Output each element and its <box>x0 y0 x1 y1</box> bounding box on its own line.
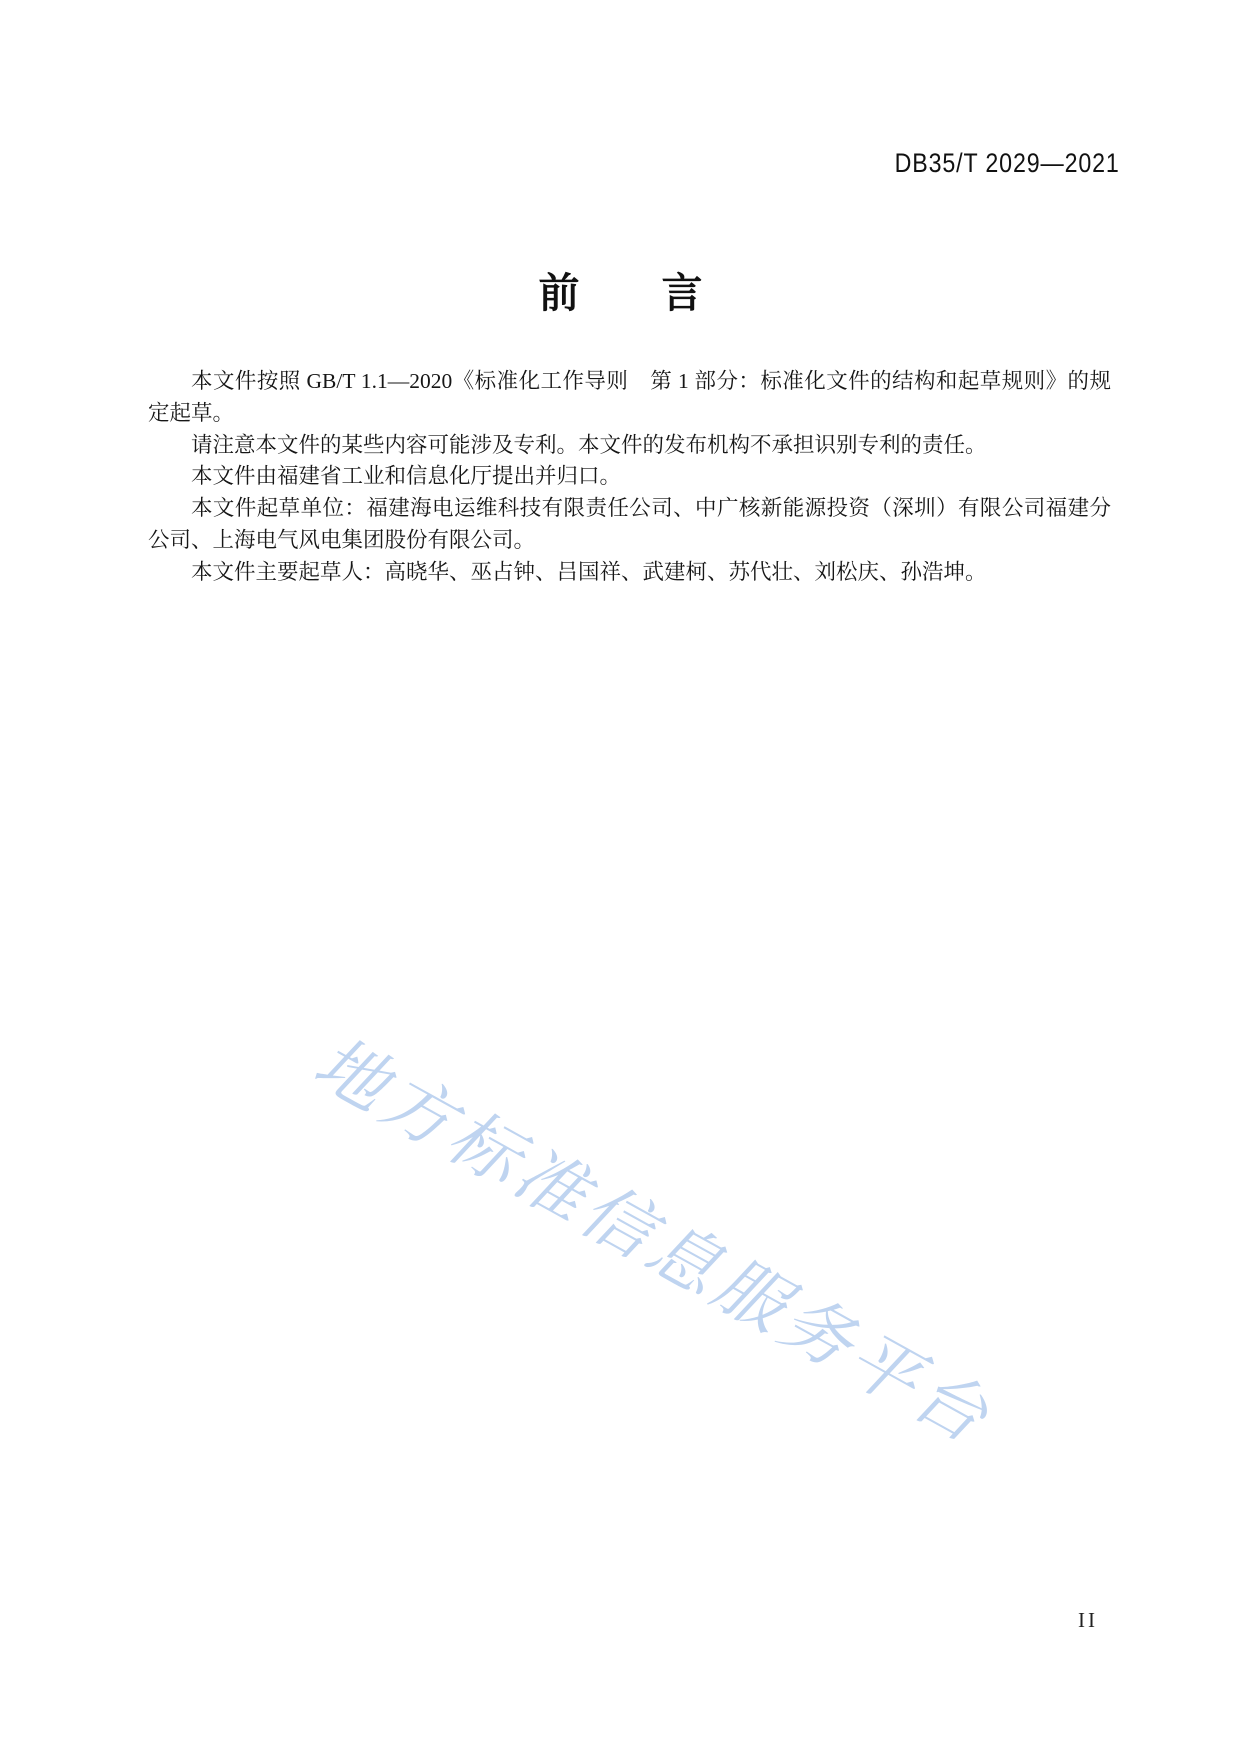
watermark-text: 地方标准信息服务平台 <box>301 1020 1006 1461</box>
page-title: 前 言 <box>538 270 703 316</box>
paragraph-drafting-organizations: 本文件起草单位：福建海电运维科技有限责任公司、中广核新能源投资（深圳）有限公司福建分公司、上海电气风电集团股份有限公司。 <box>148 496 1111 552</box>
paragraph-patent-notice: 请注意本文件的某些内容可能涉及专利。本文件的发布机构不承担识别专利的责任。 <box>191 432 987 457</box>
standard-number: DB35/T 2029—2021 <box>894 148 1120 178</box>
foreword-body <box>148 366 1111 589</box>
paragraph-drafting-basis: 本文件按照 GB/T 1.1—2020《标准化工作导则 第 1 部分：标准化文件的结构和起草规则》的规定起草。 <box>148 369 1111 425</box>
page-number: II <box>1078 1608 1098 1632</box>
paragraph-main-drafters: 本文件主要起草人：高晓华、巫占钟、吕国祥、武建柯、苏代壮、刘松庆、孙浩坤。 <box>191 559 987 584</box>
paragraph-proposing-body: 本文件由福建省工业和信息化厅提出并归口。 <box>191 464 622 489</box>
